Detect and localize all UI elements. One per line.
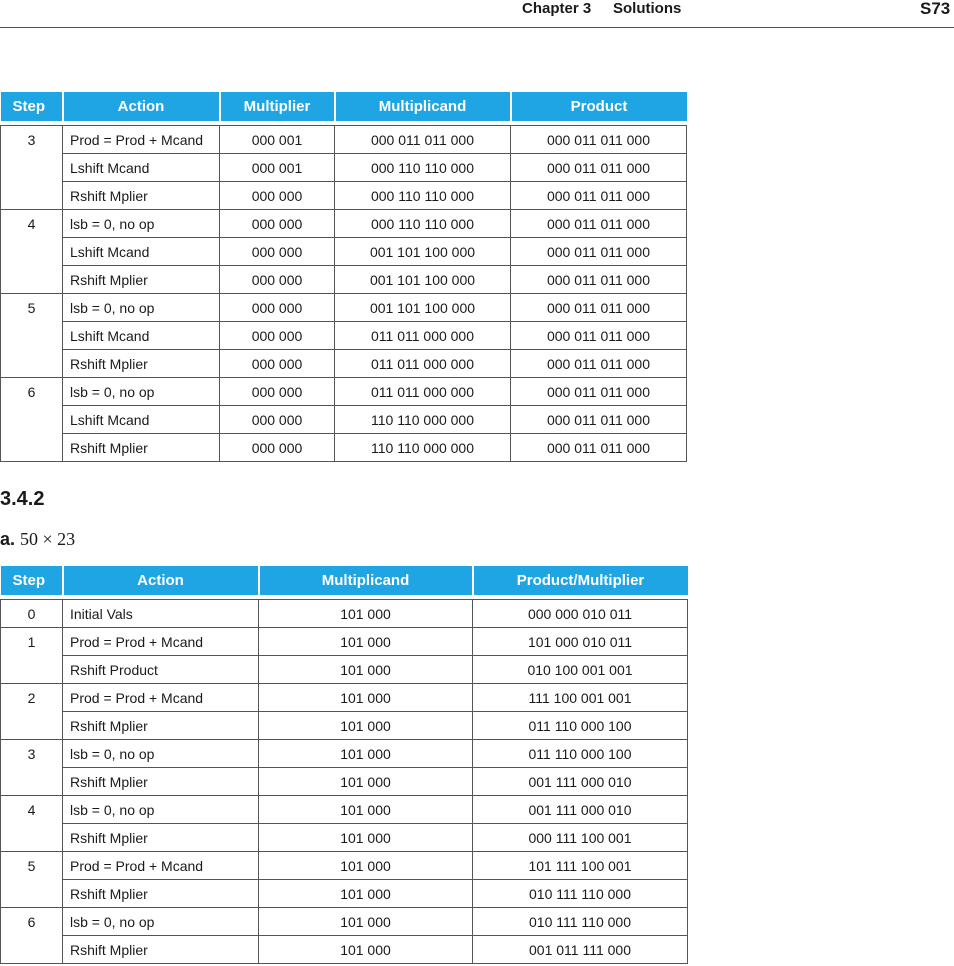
product-multiplier-cell: 101 111 100 001 — [473, 852, 688, 880]
multiplicand-cell: 101 000 — [259, 628, 473, 656]
step-cell: 6 — [1, 908, 63, 964]
multiplier-cell: 000 000 — [220, 322, 335, 350]
action-cell: Lshift Mcand — [63, 154, 220, 182]
action-cell: Rshift Mplier — [63, 880, 259, 908]
section-label: Solutions — [613, 0, 682, 17]
table-row — [1, 378, 687, 406]
multiplication-steps-table-2 — [0, 566, 688, 964]
table-row — [1, 936, 688, 964]
multiplicand-cell: 101 000 — [259, 600, 473, 628]
product-cell: 000 011 011 000 — [511, 238, 687, 266]
column-header: Multiplicand — [335, 92, 511, 121]
subpart-expression: 50 × 23 — [20, 529, 76, 549]
multiplicand-cell: 101 000 — [259, 880, 473, 908]
multiplicand-cell: 101 000 — [259, 796, 473, 824]
table-row — [1, 266, 687, 294]
action-cell: Lshift Mcand — [63, 322, 220, 350]
multiplier-cell: 000 000 — [220, 266, 335, 294]
multiplicand-cell: 011 011 000 000 — [335, 350, 511, 378]
multiplicand-cell: 101 000 — [259, 936, 473, 964]
product-cell: 000 011 011 000 — [511, 210, 687, 238]
action-cell: Prod = Prod + Mcand — [63, 126, 220, 154]
step-cell: 3 — [1, 126, 63, 210]
action-cell: Prod = Prod + Mcand — [63, 852, 259, 880]
multiplicand-cell: 001 101 100 000 — [335, 294, 511, 322]
multiplicand-cell: 011 011 000 000 — [335, 378, 511, 406]
table-row — [1, 182, 687, 210]
column-header: Step — [1, 92, 63, 121]
table-row — [1, 600, 688, 628]
action-cell: Lshift Mcand — [63, 406, 220, 434]
multiplicand-cell: 101 000 — [259, 740, 473, 768]
action-cell: Rshift Mplier — [63, 768, 259, 796]
subpart-label — [0, 529, 75, 550]
multiplicand-cell: 101 000 — [259, 684, 473, 712]
multiplicand-cell: 011 011 000 000 — [335, 322, 511, 350]
table-row — [1, 406, 687, 434]
step-cell: 5 — [1, 294, 63, 378]
action-cell: lsb = 0, no op — [63, 294, 220, 322]
multiplicand-cell: 001 101 100 000 — [335, 238, 511, 266]
table-row — [1, 684, 688, 712]
multiplier-cell: 000 000 — [220, 210, 335, 238]
product-cell: 000 011 011 000 — [511, 182, 687, 210]
multiplicand-cell: 101 000 — [259, 824, 473, 852]
table-header-row — [1, 566, 688, 595]
page-header — [0, 0, 954, 28]
product-cell: 000 011 011 000 — [511, 266, 687, 294]
multiplier-cell: 000 000 — [220, 350, 335, 378]
step-cell: 2 — [1, 684, 63, 740]
action-cell: Rshift Mplier — [63, 434, 220, 462]
step-cell: 4 — [1, 796, 63, 852]
product-multiplier-cell: 010 111 110 000 — [473, 908, 688, 936]
step-cell: 4 — [1, 210, 63, 294]
product-cell: 000 011 011 000 — [511, 322, 687, 350]
multiplicand-cell: 101 000 — [259, 852, 473, 880]
action-cell: Rshift Mplier — [63, 182, 220, 210]
step-cell: 1 — [1, 628, 63, 684]
action-cell: lsb = 0, no op — [63, 210, 220, 238]
product-multiplier-cell: 011 110 000 100 — [473, 712, 688, 740]
table-row — [1, 880, 688, 908]
page-number: S73 — [920, 0, 951, 18]
product-multiplier-cell: 001 111 000 010 — [473, 768, 688, 796]
step-cell: 6 — [1, 378, 63, 462]
multiplier-cell: 000 000 — [220, 378, 335, 406]
multiplication-steps-table-1 — [0, 92, 687, 462]
action-cell: Rshift Mplier — [63, 350, 220, 378]
multiplicand-cell: 110 110 000 000 — [335, 406, 511, 434]
action-cell: Rshift Product — [63, 656, 259, 684]
multiplicand-cell: 000 110 110 000 — [335, 182, 511, 210]
multiplier-cell: 000 001 — [220, 126, 335, 154]
product-cell: 000 011 011 000 — [511, 434, 687, 462]
multiplicand-cell: 101 000 — [259, 768, 473, 796]
action-cell: Rshift Mplier — [63, 712, 259, 740]
table-row — [1, 350, 687, 378]
subpart-letter: a. — [0, 529, 16, 549]
table-body — [1, 121, 687, 462]
action-cell: lsb = 0, no op — [63, 740, 259, 768]
action-cell: Initial Vals — [63, 600, 259, 628]
multiplier-cell: 000 000 — [220, 238, 335, 266]
product-cell: 000 011 011 000 — [511, 154, 687, 182]
table-row — [1, 740, 688, 768]
multiplicand-cell: 001 101 100 000 — [335, 266, 511, 294]
action-cell: Prod = Prod + Mcand — [63, 684, 259, 712]
product-cell: 000 011 011 000 — [511, 294, 687, 322]
table-body — [1, 595, 688, 964]
multiplier-cell: 000 000 — [220, 434, 335, 462]
step-cell: 5 — [1, 852, 63, 908]
product-multiplier-cell: 001 111 000 010 — [473, 796, 688, 824]
multiplicand-cell: 000 011 011 000 — [335, 126, 511, 154]
multiplicand-cell: 110 110 000 000 — [335, 434, 511, 462]
table-row — [1, 322, 687, 350]
table-row — [1, 628, 688, 656]
product-cell: 000 011 011 000 — [511, 126, 687, 154]
table-row — [1, 294, 687, 322]
step-cell: 3 — [1, 740, 63, 796]
product-multiplier-cell: 010 111 110 000 — [473, 880, 688, 908]
table-row — [1, 210, 687, 238]
multiplier-cell: 000 000 — [220, 182, 335, 210]
multiplier-cell: 000 000 — [220, 294, 335, 322]
section-number: 3.4.2 — [0, 488, 45, 510]
product-cell: 000 011 011 000 — [511, 406, 687, 434]
column-header: Step — [1, 566, 63, 595]
product-multiplier-cell: 101 000 010 011 — [473, 628, 688, 656]
table-header-row — [1, 92, 687, 121]
step-cell: 0 — [1, 600, 63, 628]
product-multiplier-cell: 011 110 000 100 — [473, 740, 688, 768]
column-header: Product/Multiplier — [473, 566, 688, 595]
action-cell: lsb = 0, no op — [63, 378, 220, 406]
multiplicand-cell: 101 000 — [259, 656, 473, 684]
table-row — [1, 154, 687, 182]
multiplier-cell: 000 000 — [220, 406, 335, 434]
table-row — [1, 238, 687, 266]
column-header: Action — [63, 566, 259, 595]
table-row — [1, 656, 688, 684]
action-cell: Lshift Mcand — [63, 238, 220, 266]
product-multiplier-cell: 000 000 010 011 — [473, 600, 688, 628]
column-header: Action — [63, 92, 220, 121]
column-header: Multiplier — [220, 92, 335, 121]
table-row — [1, 796, 688, 824]
table-row — [1, 434, 687, 462]
column-header: Multiplicand — [259, 566, 473, 595]
multiplicand-cell: 000 110 110 000 — [335, 154, 511, 182]
action-cell: Prod = Prod + Mcand — [63, 628, 259, 656]
action-cell: Rshift Mplier — [63, 936, 259, 964]
table-row — [1, 852, 688, 880]
column-header: Product — [511, 92, 687, 121]
action-cell: Rshift Mplier — [63, 824, 259, 852]
table-row — [1, 712, 688, 740]
product-multiplier-cell: 000 111 100 001 — [473, 824, 688, 852]
table-row — [1, 824, 688, 852]
multiplier-cell: 000 001 — [220, 154, 335, 182]
table-row — [1, 768, 688, 796]
product-cell: 000 011 011 000 — [511, 350, 687, 378]
multiplicand-cell: 101 000 — [259, 712, 473, 740]
chapter-label: Chapter 3 — [522, 0, 592, 17]
product-multiplier-cell: 111 100 001 001 — [473, 684, 688, 712]
multiplicand-cell: 000 110 110 000 — [335, 210, 511, 238]
table-row — [1, 126, 687, 154]
table-row — [1, 908, 688, 936]
action-cell: lsb = 0, no op — [63, 796, 259, 824]
product-multiplier-cell: 001 011 111 000 — [473, 936, 688, 964]
product-cell: 000 011 011 000 — [511, 378, 687, 406]
multiplicand-cell: 101 000 — [259, 908, 473, 936]
action-cell: Rshift Mplier — [63, 266, 220, 294]
action-cell: lsb = 0, no op — [63, 908, 259, 936]
product-multiplier-cell: 010 100 001 001 — [473, 656, 688, 684]
